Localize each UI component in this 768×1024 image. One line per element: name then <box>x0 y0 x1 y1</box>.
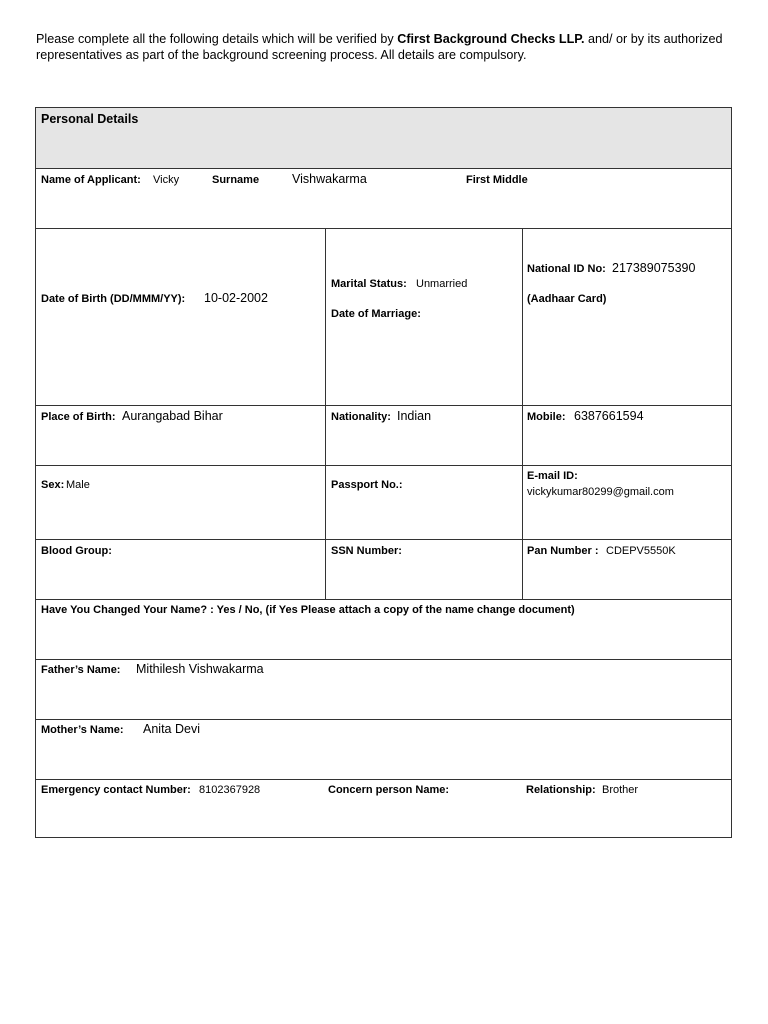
section-header-background <box>36 108 731 168</box>
row-divider <box>36 228 731 229</box>
date-of-birth-label: Date of Birth (DD/MMM/YY): <box>41 293 186 305</box>
row-divider <box>36 659 731 660</box>
relationship-label: Relationship: <box>526 784 596 796</box>
mother-name-label: Mother’s Name: <box>41 724 124 736</box>
date-of-birth-value[interactable]: 10-02-2002 <box>204 291 268 305</box>
place-of-birth-label: Place of Birth: <box>41 411 116 423</box>
mobile-value[interactable]: 6387661594 <box>574 409 644 423</box>
intro-paragraph <box>36 31 736 63</box>
name-of-applicant-label: Name of Applicant: <box>41 174 141 186</box>
surname-label: Surname <box>212 174 260 186</box>
national-id-note: (Aadhaar Card) <box>527 293 607 305</box>
surname-value[interactable]: Vishwakarma <box>292 172 367 186</box>
row-divider <box>36 779 731 780</box>
section-title: Personal Details <box>41 112 139 126</box>
intro-text-a: Please complete all the following details which will be verified by <box>36 32 398 46</box>
personal-details-form <box>35 107 732 838</box>
place-of-birth-value[interactable]: Aurangabad Bihar <box>122 409 223 423</box>
mobile-label: Mobile: <box>527 411 566 423</box>
ssn-label: SSN Number: <box>331 545 402 557</box>
sex-label: Sex: <box>41 479 65 491</box>
row-divider <box>36 539 731 540</box>
row-divider <box>36 465 731 466</box>
concern-person-label: Concern person Name: <box>328 784 450 796</box>
nationality-label: Nationality: <box>331 411 391 423</box>
intro-text-b: and/ or by its authorized representatives as part of the background screening process. All details are compulsory. <box>36 32 723 62</box>
row-divider <box>36 719 731 720</box>
father-name-value[interactable]: Mithilesh Vishwakarma <box>136 662 264 676</box>
email-label: E-mail ID: <box>527 470 578 482</box>
name-of-applicant-value[interactable]: Vicky <box>153 174 180 186</box>
first-middle-label: First Middle <box>466 174 528 186</box>
column-divider <box>522 228 523 600</box>
row-divider <box>36 599 731 600</box>
relationship-value[interactable]: Brother <box>602 784 639 796</box>
national-id-value[interactable]: 217389075390 <box>612 261 696 275</box>
marital-status-value[interactable]: Unmarried <box>416 278 468 290</box>
email-value[interactable]: vickykumar80299@gmail.com <box>527 486 674 498</box>
marital-status-label: Marital Status: <box>331 278 407 290</box>
name-change-question: Have You Changed Your Name? : Yes / No, (if Yes Please attach a copy of the name change document) <box>41 604 575 616</box>
row-divider <box>36 168 731 169</box>
mother-name-value[interactable]: Anita Devi <box>143 722 200 736</box>
blood-group-label: Blood Group: <box>41 545 112 557</box>
row-divider <box>36 405 731 406</box>
emergency-contact-label: Emergency contact Number: <box>41 784 191 796</box>
pan-value[interactable]: CDEPV5550K <box>606 545 676 557</box>
company-name: Cfirst Background Checks LLP. <box>397 32 585 46</box>
emergency-contact-value[interactable]: 8102367928 <box>199 784 261 796</box>
pan-label: Pan Number : <box>527 545 599 557</box>
date-of-marriage-label: Date of Marriage: <box>331 308 421 320</box>
father-name-label: Father’s Name: <box>41 664 121 676</box>
nationality-value[interactable]: Indian <box>397 409 432 423</box>
national-id-label: National ID No: <box>527 263 606 275</box>
sex-value[interactable]: Male <box>66 479 90 491</box>
column-divider <box>325 228 326 600</box>
passport-label: Passport No.: <box>331 479 403 491</box>
